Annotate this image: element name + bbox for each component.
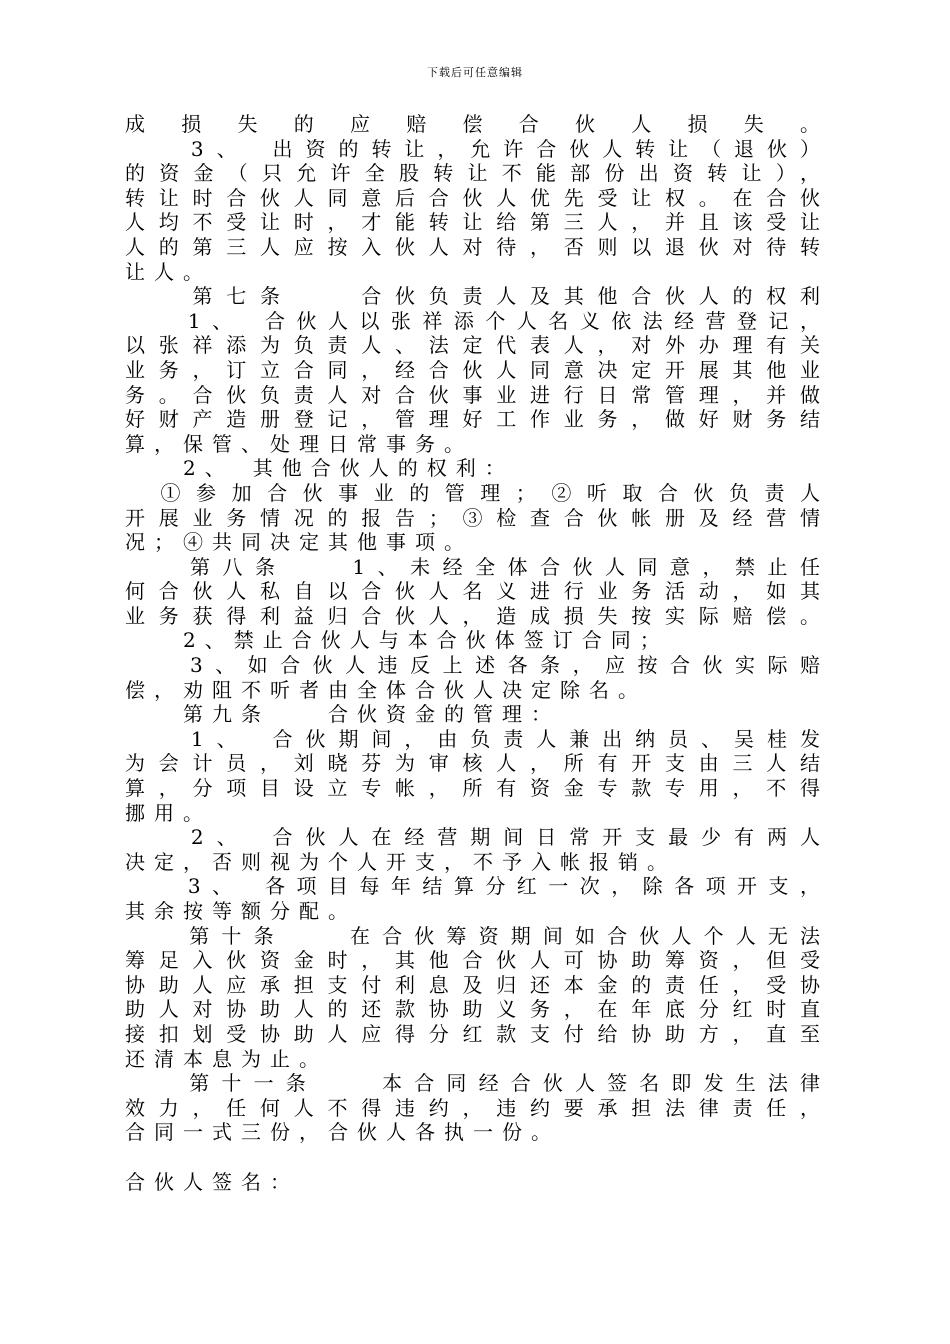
text-line: 人的第三人应按入伙人对待，否则以退伙对待转 — [125, 234, 820, 259]
text-line: 接扣划受协助人应得分红款支付给协助方，直至 — [125, 1021, 820, 1046]
page-header: 下载后可任意编辑 — [427, 66, 523, 79]
text-line: 算，分项目设立专帐，所有资金专款专用，不得 — [125, 776, 820, 801]
text-line: 成损失的应赔偿合伙人损失。 — [125, 112, 820, 136]
text-line: 决定，否则视为个人开支，不予入帐报销。 — [125, 849, 676, 874]
text-line: 好财产造册登记，管理好工作业务，做好财务结 — [125, 407, 820, 432]
text-line: 何合伙人私自以合伙人名义进行业务活动，如其 — [125, 579, 820, 604]
text-line: ①参加合伙事业的管理；②听取合伙负责人 — [125, 480, 820, 505]
text-line: 合同一式三份，合伙人各执一份。 — [125, 1120, 560, 1145]
text-line: 协助人应承担支付利息及归还本金的责任，受协 — [125, 972, 820, 997]
text-line: 1、 合伙人以张祥添个人名义依法经营登记， — [125, 308, 820, 333]
article-heading: 第八条 1、未经全体合伙人同意，禁止任 — [125, 554, 820, 579]
document-body — [125, 112, 820, 1194]
text-line: 让人。 — [125, 259, 212, 284]
text-line: 人均不受让时，才能转让给第三人，并且该受让 — [125, 210, 820, 235]
text-line: 2、 合伙人在经营期间日常开支最少有两人 — [125, 825, 820, 850]
article-heading: 第七条 合伙负责人及其他合伙人的权利 — [125, 284, 820, 309]
text-line: 业务获得利益归合伙人，造成损失按实际赔偿。 — [125, 603, 820, 628]
text-line: 挪用。 — [125, 800, 212, 825]
text-line: 筹足入伙资金时，其他合伙人可协助筹资，但受 — [125, 948, 820, 973]
text-line: 其余按等额分配。 — [125, 899, 357, 923]
text-line: 况；④共同决定其他事项。 — [125, 530, 473, 555]
text-line: 算，保管、处理日常事务。 — [125, 431, 473, 456]
text-line: 效力，任何人不得违约，违约要承担法律责任， — [125, 1095, 820, 1120]
text-line: 还清本息为止。 — [125, 1046, 328, 1071]
signature-label: 合伙人签名： — [125, 1169, 299, 1194]
text-line: 3、如合伙人违反上述各条，应按合伙实际赔 — [125, 653, 820, 678]
article-heading: 第十一条 本合同经合伙人签名即发生法律 — [125, 1071, 820, 1096]
text-line: 的资金（只允许全股转让不能部份出资转让）， — [125, 161, 820, 186]
text-line: 为会计员，刘晓芬为审核人，所有开支由三人结 — [125, 751, 820, 776]
blank-line — [125, 1145, 820, 1170]
text-line: 2、禁止合伙人与本合伙体签订合同； — [125, 628, 669, 653]
article-heading: 第十条 在合伙筹资期间如合伙人个人无法 — [125, 923, 820, 948]
text-line: 转让时合伙人同意后合伙人优先受让权。在合伙 — [125, 185, 820, 210]
text-line: 务。合伙负责人对合伙事业进行日常管理，并做 — [125, 382, 820, 407]
text-line: 助人对协助人的还款协助义务，在年底分红时直 — [125, 997, 820, 1022]
text-line: 以张祥添为负责人、法定代表人，对外办理有关 — [125, 333, 820, 358]
text-line: 1、 合伙期间，由负责人兼出纳员、吴桂发 — [125, 726, 820, 751]
text-line: 开展业务情况的报告；③检查合伙帐册及经营情 — [125, 505, 820, 530]
text-line: 业务，订立合同，经合伙人同意决定开展其他业 — [125, 357, 820, 382]
text-line: 偿，劝阻不听者由全体合伙人决定除名。 — [125, 677, 647, 702]
text-line: 3、 各项目每年结算分红一次，除各项开支， — [125, 874, 820, 899]
text-line: 3、 出资的转让，允许合伙人转让（退伙） — [125, 136, 820, 161]
article-heading: 第九条 合伙资金的管理： — [125, 702, 560, 727]
text-line: 2、 其他合伙人的权利： — [125, 456, 514, 481]
